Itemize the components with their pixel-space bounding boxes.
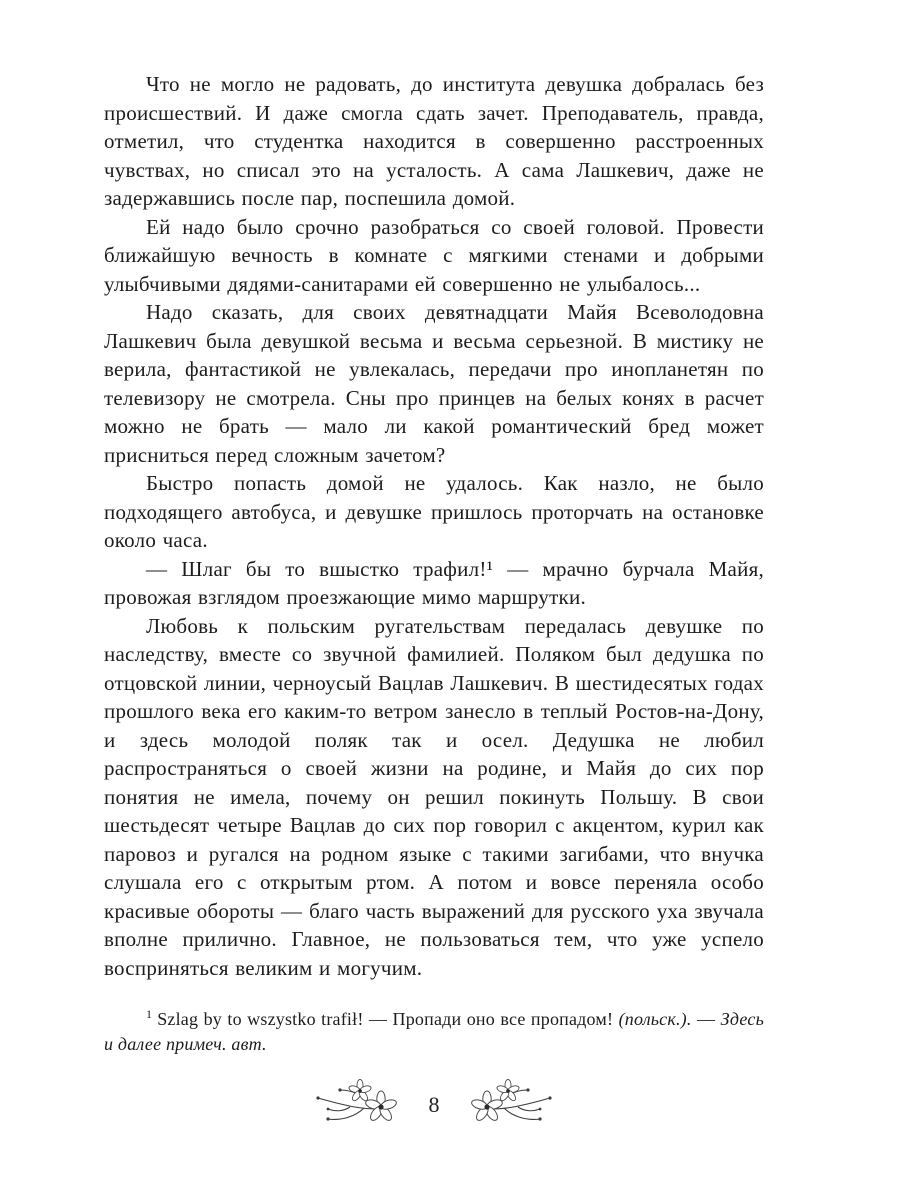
paragraph-6: Любовь к польским ругательствам передалась девушке по наследству, вместе со звучной фамилией. Поляком был дедушка по отцовской линии, черноусый Вацлав Лашкевич. В шестидесятых годах прошлого века его каким-то ветром занесло в теплый Ростов-на-Дону, и здесь молодой поляк так и осел. Дедушка не любил распространяться о своей жизни на родине, и Майя до сих пор понятия не имела, почему он решил покинуть Польшу. В свои шестьдесят четыре Вацлав до сих пор говорил с акцентом, курил как паровоз и ругался на родном языке с такими загибами, что внучка слушала его с открытым ртом. А потом и вовсе переняла особо красивые обороты — благо часть выражений для русского уха звучала вполне прилично. Главное, не пользоваться тем, что уже успело восприняться великим и могучим. xyxy=(104,613,764,980)
footnote-separator: — xyxy=(691,1009,721,1029)
paragraph-3: Надо сказать, для своих девятнадцати Майя Всеволодовна Лашкевич была девушкой весьма и весьма серьезной. В мистику не верила, фантастикой не увлекалась, передачи про инопланетян по телевизору не смотрела. Сны про принцев на белых конях в расчет можно не брать — мало ли какой романтический бред может присниться перед сложным зачетом? xyxy=(104,300,764,467)
footnote-author-note: Здесь и далее примеч. авт. xyxy=(104,1009,764,1054)
footnote xyxy=(104,1002,764,1057)
paragraph-1: Что не могло не радовать, до института девушка добралась без происшествий. И даже смогла сдать зачет. Преподаватель, правда, отметил, что студентка находится в совершенно расстроенных чувствах, но списал это на усталость. А сама Лашкевич, даже не задержавшись после пар, поспешила домой. xyxy=(104,72,764,210)
footnote-text: Szlag by to wszystko trafił! — Пропади оно все пропадом! xyxy=(157,1009,619,1029)
paragraph-2: Ей надо было срочно разобраться со своей головой. Провести ближайшую вечность в комнате с мягкими стенами и добрыми улыбчивыми дядями-санитарами ей совершенно не улыбалось... xyxy=(104,214,764,296)
footnote-marker: 1 xyxy=(146,1007,153,1021)
page-footer xyxy=(104,1078,764,1132)
floral-ornament-right-icon xyxy=(470,1078,554,1132)
page-number: 8 xyxy=(428,1092,440,1117)
body-text xyxy=(104,70,764,982)
paragraph-4: Быстро попасть домой не удалось. Как назло, не было подходящего автобуса, и девушке пришлось проторчать на остановке около часа. xyxy=(104,471,764,552)
floral-ornament-left-icon xyxy=(314,1078,398,1132)
footnote-lang-label: (польск.). xyxy=(618,1009,692,1029)
paragraph-5: — Шлаг бы то вшыстко трафил!¹ — мрачно бурчала Майя, провожая взглядом проезжающие мимо маршрутки. xyxy=(104,556,764,609)
